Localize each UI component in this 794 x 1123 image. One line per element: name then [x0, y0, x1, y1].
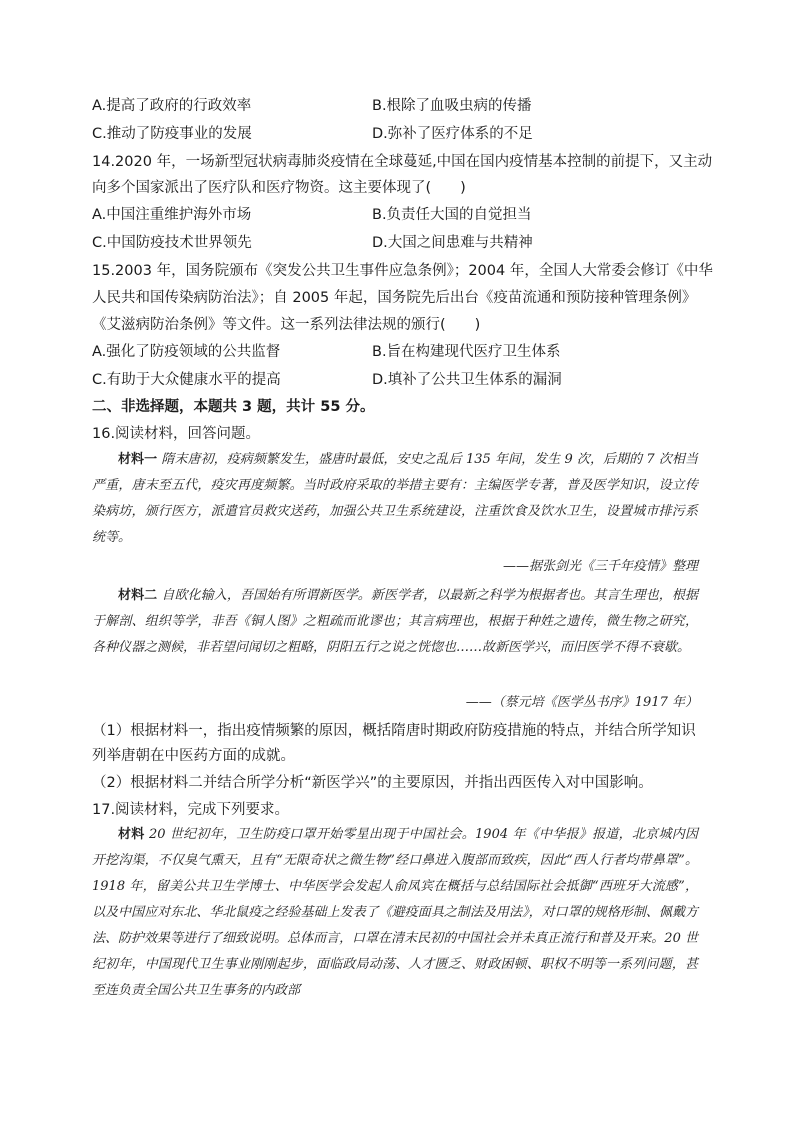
q13-option-a[interactable]: A.提高了政府的行政效率: [92, 98, 252, 114]
q16-material-2-source: ——（蔡元培《医学丛书序》1917 年）: [465, 695, 698, 710]
q16-prompt: 16.阅读材料，回答问题。: [92, 426, 261, 442]
material-text: 隋末唐初，疫病频繁发生，盛唐时最低，安史之乱后 135 年间，发生 9 次，后期的 7 次相当严重，唐末至五代，疫灾再度频繁。当时政府采取的举措主要有：主编医学专著，普及医学知识，设立传染病坊，颁行医方，派遣官员救灾送药，加强公共卫生系统建设，注重饮食及饮水卫生，设置城市排污系统等。: [92, 452, 698, 545]
q14-option-b[interactable]: B.负责任大国的自觉担当: [372, 207, 532, 223]
q15-option-a[interactable]: A.强化了防疫领域的公共监督: [92, 344, 281, 360]
q15-option-d[interactable]: D.填补了公共卫生体系的漏洞: [372, 372, 562, 388]
q13-option-b[interactable]: B.根除了血吸虫病的传播: [372, 98, 532, 114]
q15-option-c[interactable]: C.有助于大众健康水平的提高: [92, 372, 281, 388]
q14-option-c[interactable]: C.中国防疫技术世界领先: [92, 235, 252, 251]
material-text: 自欧化输入，吾国始有所谓新医学。新医学者，以最新之科学为根据者也。其言生理也，根据于解剖、组织等学，非吾《铜人图》之粗疏而讹谬也；其言病理也，根据于种姓之遗传，微生物之研究，各种仪器之测候，非若望问闻切之粗略，阴阳五行之说之恍惚也……故新医学兴，而旧医学不得不衰歇。: [92, 588, 698, 655]
q16-material-1-source: ——据张剑光《三千年疫情》整理: [502, 559, 698, 574]
q15-option-b[interactable]: B.旨在构建现代医疗卫生体系: [372, 344, 561, 360]
q15-stem-line1: 15.2003 年，国务院颁布《突发公共卫生事件应急条例》；2004 年，全国人大常委会修订《中华: [92, 263, 713, 279]
q16-material-2: [92, 583, 698, 661]
q13-option-c[interactable]: C.推动了防疫事业的发展: [92, 126, 252, 142]
material-text: 20 世纪初年，卫生防疫口罩开始零星出现于中国社会。1904 年《中华报》报道，北京城内因开挖沟渠，不仅臭气熏天，且有“无限奇状之微生物”经口鼻进入腹部而致疾，因此“西人行者均带鼻罩”。1918 年，留美公共卫生学博士、中华医学会发起人俞凤宾在概括与总结国际社会抵御“西班牙大流感”，以及中国应对东北、华北鼠疫之经验基础上发表了《避疫面具之制法及用法》，对口罩的规格形制、佩戴方法、防护效果等进行了细致说明。总体而言，口罩在清末民初的中国社会并未真正流行和普及开来。20 世纪初年，中国现代卫生事业刚刚起步，面临政局动荡、人才匮乏、财政困顿、职权不明等一系列问题，甚至连负责全国公共卫生事务的内政部: [92, 827, 698, 998]
material-label: 材料二: [118, 588, 158, 603]
q14-option-a[interactable]: A.中国注重维护海外市场: [92, 207, 252, 223]
q16-subquestion-1: （1）根据材料一，指出疫情频繁的原因，概括隋唐时期政府防疫措施的特点，并结合所学知识列举唐朝在中医药方面的成就。: [92, 723, 696, 764]
q14-stem-line2: 向多个国家派出了医疗队和医疗物资。这主要体现了( ): [92, 180, 466, 196]
section-heading: 二、非选择题，本题共 3 题，共计 55 分。: [92, 399, 375, 415]
q17-material: [92, 822, 698, 1004]
q14-option-d[interactable]: D.大国之间患难与共精神: [372, 235, 533, 251]
q15-stem-line3: 《艾滋病防治条例》等文件。这一系列法律法规的颁行( ): [92, 317, 481, 333]
q14-stem-line1: 14.2020 年，一场新型冠状病毒肺炎疫情在全球蔓延,中国在国内疫情基本控制的前提下，又主动: [92, 154, 713, 170]
q13-option-row-1: [92, 96, 251, 116]
q13-option-d[interactable]: D.弥补了医疗体系的不足: [372, 126, 533, 142]
material-label: 材料一: [118, 452, 158, 467]
q15-stem-line2: 人民共和国传染病防治法》；自 2005 年起，国务院先后出台《疫苗流通和预防接种管理条例》: [92, 290, 697, 306]
q17-prompt: 17.阅读材料，完成下列要求。: [92, 802, 290, 818]
material-label: 材料: [118, 827, 145, 842]
q16-material-1: [92, 447, 698, 551]
q16-subquestion-2: （2）根据材料二并结合所学分析“新医学兴”的主要原因，并指出西医传入对中国影响。: [92, 775, 653, 791]
